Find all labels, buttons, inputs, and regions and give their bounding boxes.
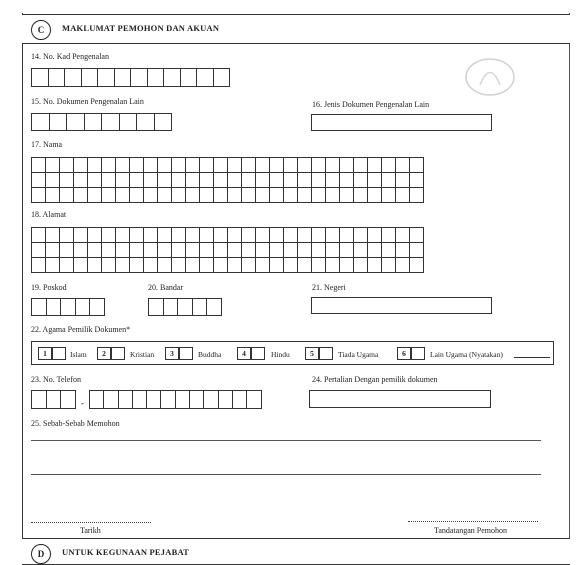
name-cell[interactable] [116,173,130,188]
religion-options-frame [31,341,554,365]
other-id-type-field[interactable] [311,114,492,131]
address-cell[interactable] [74,243,88,258]
phone-number-grid[interactable] [89,390,262,409]
religion-option-3-label: Buddha [198,350,222,359]
name-cell[interactable] [410,173,424,188]
religion-option-1-number: 1 [38,347,52,360]
show-through-watermark [460,55,520,100]
address-cell[interactable] [144,228,158,243]
name-cell[interactable] [186,158,200,173]
name-cell[interactable] [410,188,424,203]
address-cell[interactable] [396,228,410,243]
address-cell[interactable] [396,258,410,273]
name-cell[interactable] [32,158,46,173]
city-cell[interactable] [149,299,164,316]
name-cell[interactable] [158,173,172,188]
name-cell[interactable] [74,188,88,203]
name-cell[interactable] [60,188,74,203]
name-cell[interactable] [326,188,340,203]
name-cell[interactable] [32,188,46,203]
address-cell[interactable] [354,243,368,258]
reason-line-1[interactable] [31,440,541,441]
phone-number-cell[interactable] [90,391,104,409]
address-cell[interactable] [158,258,172,273]
name-cell[interactable] [396,173,410,188]
name-cell[interactable] [102,158,116,173]
address-cell[interactable] [354,258,368,273]
address-cell[interactable] [200,258,214,273]
name-cell[interactable] [172,158,186,173]
name-cell[interactable] [200,158,214,173]
address-cell[interactable] [172,228,186,243]
address-cell[interactable] [186,228,200,243]
name-cell[interactable] [382,158,396,173]
postcode-cell[interactable] [90,299,105,316]
phone-prefix-cell[interactable] [47,391,62,409]
address-cell[interactable] [130,243,144,258]
address-grid[interactable] [31,227,424,273]
religion-option-5-label: Tiada Ugama [338,350,379,359]
religion-option-2-label: Kristian [130,350,155,359]
address-cell[interactable] [368,228,382,243]
label-phone: 23. No. Telefon [31,375,81,384]
address-cell[interactable] [270,228,284,243]
address-cell[interactable] [298,243,312,258]
other-religion-line[interactable] [514,357,550,358]
other-id-cell[interactable] [102,114,120,131]
name-cell[interactable] [354,158,368,173]
name-cell[interactable] [340,188,354,203]
postcode-cell[interactable] [47,299,62,316]
name-cell[interactable] [186,173,200,188]
other-id-cell[interactable] [85,114,103,131]
address-cell[interactable] [88,258,102,273]
name-cell[interactable] [228,158,242,173]
religion-option-3-checkbox[interactable] [179,347,193,360]
address-cell[interactable] [186,258,200,273]
name-cell[interactable] [354,173,368,188]
address-cell[interactable] [158,243,172,258]
phone-number-cell[interactable] [204,391,218,409]
section-d-title: UNTUK KEGUNAAN PEJABAT [62,547,190,557]
city-cell[interactable] [178,299,193,316]
address-cell[interactable] [326,258,340,273]
address-cell[interactable] [200,243,214,258]
ic-number-cell[interactable] [65,69,82,87]
name-cell[interactable] [116,158,130,173]
address-cell[interactable] [340,243,354,258]
address-cell[interactable] [410,258,424,273]
phone-number-cell[interactable] [233,391,247,409]
ic-number-cell[interactable] [164,69,181,87]
address-cell[interactable] [382,243,396,258]
address-cell[interactable] [242,258,256,273]
name-cell[interactable] [130,188,144,203]
name-cell[interactable] [368,158,382,173]
phone-number-cell[interactable] [247,391,261,409]
label-other-id-number: 15. No. Dokumen Pengenalan Lain [31,97,144,106]
state-field[interactable] [311,297,492,314]
address-cell[interactable] [214,258,228,273]
ic-number-cell[interactable] [49,69,66,87]
section-c-title: MAKLUMAT PEMOHON DAN AKUAN [62,23,220,33]
address-cell[interactable] [74,258,88,273]
name-cell[interactable] [368,188,382,203]
address-cell[interactable] [32,228,46,243]
other-id-cell[interactable] [32,114,50,131]
date-line[interactable] [31,522,151,523]
ic-number-cell[interactable] [98,69,115,87]
postcode-cell[interactable] [32,299,47,316]
name-cell[interactable] [298,158,312,173]
phone-number-cell[interactable] [133,391,147,409]
name-cell[interactable] [130,158,144,173]
address-cell[interactable] [312,243,326,258]
address-cell[interactable] [284,243,298,258]
label-postcode: 19. Poskod [31,283,67,292]
address-cell[interactable] [60,258,74,273]
name-cell[interactable] [326,173,340,188]
name-cell[interactable] [410,158,424,173]
ic-number-cell[interactable] [131,69,148,87]
ic-number-cell[interactable] [197,69,214,87]
name-cell[interactable] [88,158,102,173]
date-label: Tarikh [80,526,101,535]
name-cell[interactable] [312,188,326,203]
address-cell[interactable] [116,243,130,258]
religion-option-3-number: 3 [165,347,179,360]
name-cell[interactable] [368,173,382,188]
address-cell[interactable] [116,228,130,243]
address-cell[interactable] [298,228,312,243]
name-cell[interactable] [200,173,214,188]
address-cell[interactable] [102,258,116,273]
ic-number-cell[interactable] [32,69,49,87]
religion-option-2-checkbox[interactable] [111,347,125,360]
address-cell[interactable] [228,258,242,273]
address-cell[interactable] [354,228,368,243]
address-cell[interactable] [186,243,200,258]
name-cell[interactable] [256,173,270,188]
other-id-cell[interactable] [120,114,138,131]
address-cell[interactable] [46,258,60,273]
other-id-number-grid[interactable] [31,113,172,131]
relationship-field[interactable] [309,390,491,408]
address-cell[interactable] [214,243,228,258]
city-cell[interactable] [164,299,179,316]
name-cell[interactable] [186,188,200,203]
other-id-cell[interactable] [137,114,155,131]
phone-number-cell[interactable] [147,391,161,409]
phone-prefix-grid[interactable] [31,390,76,409]
address-cell[interactable] [32,243,46,258]
phone-number-cell[interactable] [119,391,133,409]
address-cell[interactable] [172,258,186,273]
address-cell[interactable] [284,258,298,273]
religion-option-6-label: Lain Ugama (Nyatakan) [430,350,503,359]
address-cell[interactable] [32,258,46,273]
address-cell[interactable] [242,243,256,258]
address-cell[interactable] [74,228,88,243]
reason-line-2[interactable] [31,474,541,475]
name-cell[interactable] [116,188,130,203]
address-cell[interactable] [284,228,298,243]
address-cell[interactable] [102,243,116,258]
name-cell[interactable] [144,188,158,203]
address-cell[interactable] [144,243,158,258]
name-cell[interactable] [284,188,298,203]
address-cell[interactable] [144,258,158,273]
ic-number-cell[interactable] [82,69,99,87]
label-name: 17. Nama [31,140,63,149]
address-cell[interactable] [256,243,270,258]
name-cell[interactable] [144,173,158,188]
phone-prefix-cell[interactable] [32,391,47,409]
name-cell[interactable] [270,188,284,203]
name-grid[interactable] [31,157,424,203]
address-cell[interactable] [270,258,284,273]
name-cell[interactable] [214,188,228,203]
phone-separator: - [81,398,84,408]
name-cell[interactable] [158,188,172,203]
name-cell[interactable] [214,158,228,173]
name-cell[interactable] [200,188,214,203]
name-cell[interactable] [382,188,396,203]
name-cell[interactable] [284,173,298,188]
address-cell[interactable] [312,258,326,273]
name-cell[interactable] [102,173,116,188]
other-id-cell[interactable] [50,114,68,131]
other-id-cell[interactable] [67,114,85,131]
city-cell[interactable] [193,299,208,316]
name-cell[interactable] [256,188,270,203]
label-relationship: 24. Pertalian Dengan pemilik dokumen [312,375,438,384]
address-cell[interactable] [326,228,340,243]
name-cell[interactable] [172,188,186,203]
name-cell[interactable] [144,158,158,173]
address-cell[interactable] [382,258,396,273]
label-reason: 25. Sebab-Sebab Memohon [31,419,120,428]
name-cell[interactable] [88,173,102,188]
name-cell[interactable] [242,188,256,203]
address-cell[interactable] [368,243,382,258]
other-id-cell[interactable] [155,114,173,131]
address-cell[interactable] [340,228,354,243]
label-ic-number: 14. No. Kad Pengenalan [31,52,109,61]
address-cell[interactable] [340,258,354,273]
name-cell[interactable] [88,188,102,203]
address-cell[interactable] [46,228,60,243]
address-cell[interactable] [116,258,130,273]
address-cell[interactable] [130,228,144,243]
phone-number-cell[interactable] [104,391,118,409]
name-cell[interactable] [46,173,60,188]
address-cell[interactable] [130,258,144,273]
name-cell[interactable] [270,158,284,173]
signature-line[interactable] [408,521,538,522]
address-cell[interactable] [256,258,270,273]
ic-number-cell[interactable] [181,69,198,87]
name-cell[interactable] [32,173,46,188]
address-cell[interactable] [200,228,214,243]
address-cell[interactable] [102,228,116,243]
address-cell[interactable] [270,243,284,258]
address-cell[interactable] [410,228,424,243]
section-c-header [22,14,570,44]
address-cell[interactable] [410,243,424,258]
name-cell[interactable] [312,173,326,188]
religion-option-5-checkbox[interactable] [319,347,333,360]
ic-number-cell[interactable] [148,69,165,87]
name-cell[interactable] [74,158,88,173]
name-cell[interactable] [312,158,326,173]
postcode-cell[interactable] [61,299,76,316]
name-cell[interactable] [256,158,270,173]
address-cell[interactable] [382,228,396,243]
address-cell[interactable] [172,243,186,258]
phone-number-cell[interactable] [161,391,175,409]
name-cell[interactable] [158,158,172,173]
religion-option-2-number: 2 [97,347,111,360]
religion-option-1-label: Islam [70,350,87,359]
name-cell[interactable] [354,188,368,203]
city-grid[interactable] [148,298,222,316]
address-cell[interactable] [228,228,242,243]
section-d-header [22,538,570,565]
label-religion: 22. Agama Pemilik Dokumen* [31,325,131,334]
name-cell[interactable] [214,173,228,188]
ic-number-grid[interactable] [31,68,230,87]
name-cell[interactable] [60,173,74,188]
address-cell[interactable] [214,228,228,243]
signature-label: Tandatangan Pemohon [434,526,507,535]
address-cell[interactable] [242,228,256,243]
name-cell[interactable] [298,188,312,203]
phone-prefix-cell[interactable] [61,391,76,409]
phone-number-cell[interactable] [190,391,204,409]
address-cell[interactable] [60,243,74,258]
name-cell[interactable] [326,158,340,173]
address-cell[interactable] [326,243,340,258]
name-cell[interactable] [340,158,354,173]
religion-option-6-checkbox[interactable] [411,347,425,360]
name-cell[interactable] [382,173,396,188]
name-cell[interactable] [228,188,242,203]
ic-number-cell[interactable] [115,69,132,87]
religion-option-4-number: 4 [237,347,251,360]
phone-number-cell[interactable] [219,391,233,409]
city-cell[interactable] [207,299,222,316]
address-cell[interactable] [88,243,102,258]
name-cell[interactable] [74,173,88,188]
address-cell[interactable] [60,228,74,243]
religion-option-5-number: 5 [305,347,319,360]
religion-option-4-label: Hindu [271,350,290,359]
name-cell[interactable] [340,173,354,188]
name-cell[interactable] [242,173,256,188]
religion-option-1-checkbox[interactable] [52,347,66,360]
postcode-grid[interactable] [31,298,105,316]
name-cell[interactable] [102,188,116,203]
name-cell[interactable] [396,158,410,173]
name-cell[interactable] [172,173,186,188]
religion-option-4-checkbox[interactable] [251,347,265,360]
phone-number-cell[interactable] [176,391,190,409]
label-state: 21. Negeri [312,283,346,292]
name-cell[interactable] [130,173,144,188]
address-cell[interactable] [158,228,172,243]
name-cell[interactable] [298,173,312,188]
name-cell[interactable] [284,158,298,173]
name-cell[interactable] [46,188,60,203]
name-cell[interactable] [396,188,410,203]
address-cell[interactable] [228,243,242,258]
name-cell[interactable] [228,173,242,188]
address-cell[interactable] [46,243,60,258]
ic-number-cell[interactable] [214,69,231,87]
address-cell[interactable] [256,228,270,243]
label-address: 18. Alamat [31,210,67,219]
section-d-badge: D [31,544,51,564]
label-city: 20. Bandar [148,283,184,292]
address-cell[interactable] [312,228,326,243]
address-cell[interactable] [298,258,312,273]
section-c-badge: C [31,20,51,40]
address-cell[interactable] [368,258,382,273]
label-other-id-type: 16. Jenis Dokumen Pengenalan Lain [312,100,430,109]
name-cell[interactable] [242,158,256,173]
postcode-cell[interactable] [76,299,91,316]
address-cell[interactable] [88,228,102,243]
religion-option-6-number: 6 [397,347,411,360]
name-cell[interactable] [46,158,60,173]
name-cell[interactable] [60,158,74,173]
name-cell[interactable] [270,173,284,188]
address-cell[interactable] [396,243,410,258]
